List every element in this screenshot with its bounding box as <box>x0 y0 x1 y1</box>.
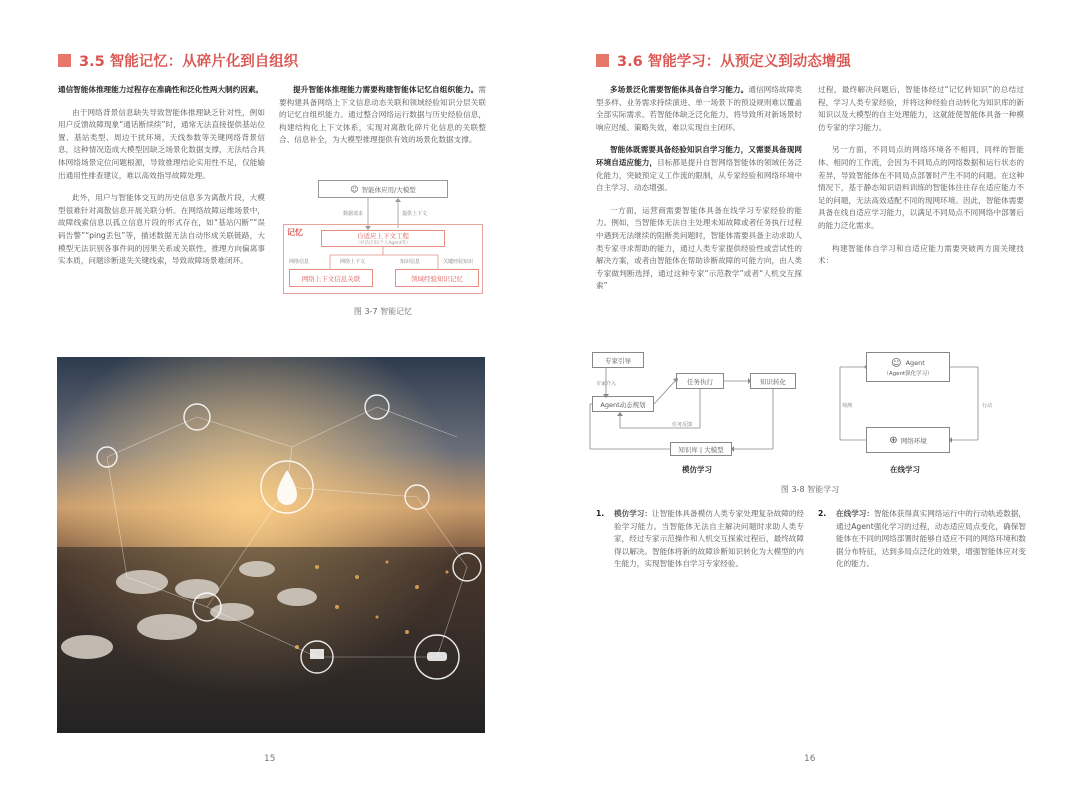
figure-caption: 图 3-8 智能学习 <box>780 485 840 494</box>
right-column-1 <box>596 84 802 303</box>
paragraph: 由于网络背景信息缺失导致智能体推理缺乏针对性，例如用户反馈故障现象“通话断续续”时，通常无法直接提供基站位置、基站类型、周边干扰环境、天线参数等关键网络背景信息，这种情况造成大模型因缺乏场景化数据支撑，无法结合具体网络场景定位问题根源，导致推理结论实用性不足，仅能输出通用性排查建议，难以高效指导故障处理。 <box>58 107 265 180</box>
list-item-2 <box>818 508 1026 571</box>
list-number: 2. <box>818 509 827 518</box>
app-llm-box: ☺ 智能体应用/大模型 <box>318 180 448 198</box>
flow-label: 行动 <box>982 403 993 409</box>
section-heading-3-5 <box>58 50 298 71</box>
paragraph: 多场景泛化需要智能体具备自学习能力。通信网络故障类型多样、业务需求持续演进、单一场景下的预设规则难以覆盖全部实际需求。若智能体缺乏泛化能力，将导致所对新场景时响应迟缓、策略失效，难以实现自主闭环。 <box>596 85 803 132</box>
fig8-right-arrows <box>836 357 986 450</box>
right-column-2 <box>818 84 1024 278</box>
domain-knowledge-box: 领域经验知识记忆 <box>395 269 479 287</box>
section-square-icon <box>58 54 71 67</box>
kb-llm-box: 知识库 | 大模型 <box>670 442 732 456</box>
fig8-left-arrows <box>580 350 810 460</box>
paragraph: 过程，最终解决问题后，智能体经过“记忆转知识”的总结过程，学习人类专家经验，并将这种经验自动转化为知识库的新知识以及大模型的自主处理能力，这就能使智能体具备一种模仿专家的学习能力。 <box>818 85 1024 132</box>
paragraph: 构建智能体自学习和自适应能力需要突破两方面关键技术： <box>818 243 1024 266</box>
agent-rl-box: ☺ Agent （Agent强化学习） <box>866 352 950 382</box>
paragraph: 通信智能体推理能力过程存在准确性和泛化性两大制约因素。 <box>58 85 264 94</box>
list-text: 模仿学习：让智能体具备模仿人类专家处理复杂故障的经验学习能力。当智能体无法自主解决问题时求助人类专家，经过专家示范操作和人机交互探索过程后，最终故障得以解决。智能体将新的故障诊断知识转化为大模型的内生能力，实现智能体自学习专家经验。 <box>614 509 805 569</box>
industrial-network-photo <box>57 357 485 733</box>
paragraph: 智能体既需要具备经验知识自学习能力，又需要具备现网环境自适应能力，目标都是提升自智网络智能体的领域任务泛化能力，突破预定义工作流的限制，从专家经验和网络环境中自主学习、动态增强。 <box>596 145 803 193</box>
knowledge-convert-box: 知识转化 <box>750 373 796 389</box>
page-number: 16 <box>804 754 816 764</box>
flow-label: 观测 <box>842 403 853 409</box>
flow-label: 知识信息 <box>400 259 421 265</box>
list-number: 1. <box>596 509 605 518</box>
list-item-1 <box>596 508 804 571</box>
paragraph: 另一方面，不同局点的网络环境各不相同，同样的智能体、相同的工作流，会因为不同局点的网络数据和运行状态的差异，导致智能体在不同局点部署时产生不同的问题。在这种情况下，基于静态知识语料训练的智能体往往存在适应能力不足的问题，无法高效适配不同的现网环境。因此，智能体需要具备在线自适应学习能力，以满足不同局点不同网络中部署后的能力泛化需求。 <box>818 145 1024 230</box>
agent-plan-box: Agent动态规划 <box>592 396 654 412</box>
online-learning-label: 在线学习 <box>890 465 920 474</box>
section-square-icon <box>596 54 609 67</box>
robot-icon: ☺ <box>350 184 359 194</box>
right-page <box>540 0 1080 789</box>
paragraph: 提升智能体推理能力需要构建智能体记忆自组织能力。需要构建具备网络上下文信息动态关联和领域经验知识分层关联的记忆自组织能力。通过整合网络运行数据与历史经验信息，构建结构化上下文体系，实现对离散化碎片化信息的关联整合、信息补全，为大模型推理提供有效的场景化数据支撑。 <box>279 85 486 145</box>
arrow-label: 提供上下文 <box>402 211 428 217</box>
section-heading-3-6 <box>596 50 851 71</box>
flow-label: 关键经验知识 <box>443 259 474 265</box>
flow-label: 网络信息 <box>289 259 310 265</box>
page-number: 15 <box>264 754 276 764</box>
list-text: 在线学习：智能体获得真实网络运行中的行动轨迹数据，通过Agent强化学习的过程，动态适应局点变化，确保智能体在不同的网络部署时能够自适应不同的网络环境和数据分布特征，达到多局点泛化的效果，增强智能体应对变化的能力。 <box>836 509 1027 569</box>
flow-label: 专家介入 <box>596 381 617 387</box>
left-column-2 <box>279 84 486 157</box>
paragraph: 此外，用户与智能体交互的历史信息多为离散片段，大模型很难针对离散信息开展关联分析。在网络故障运维场景中，故障线索信息以孤立信息片段的形式存在，如“基站闪断”“误码告警”“ping丢包”等，描述数据无法自动形成关联链路，大模型无法识别各事件间的因果关系或关联性，推理方向偏离事实本质，问题诊断退失关键线索，导致故障场景难闭环。 <box>58 193 265 266</box>
arrow-label: 数据请求 <box>343 211 364 217</box>
figure-3-7 <box>283 180 483 295</box>
expert-guide-box: 专家引导 <box>592 352 644 368</box>
paragraph: 一方面，运营商需要智能体具备在线学习专家经验的能力。例如，当智能体无法自主处理未知故障或者任务执行过程中遇到无法继续的阻断类问题时，智能体需要具备主动求助人类专家寻求帮助的能力，通过人类专家提供经验性或尝试性的解决方案，或者由智能体在帮助诊断故障的可能方向，由人类专家做判断选择，通过这种专家“示范教学”或者“人机交互探索” <box>596 205 802 291</box>
photo-illustration <box>57 357 485 733</box>
robot-icon: ☺ <box>891 357 902 369</box>
network-env-box: ⊕ 网络环境 <box>866 427 950 453</box>
adaptive-context-engine-box: 自适应上下文工程 （对话应用/个人Agent等） <box>321 230 445 247</box>
imitation-learning-label: 模仿学习 <box>682 465 712 474</box>
section-title: 3.6 智能学习：从预定义到动态增强 <box>617 54 851 70</box>
section-title: 3.5 智能记忆：从碎片化到自组织 <box>79 54 299 70</box>
flow-label: 网络上下文 <box>340 259 366 265</box>
figure-caption: 图 3-7 智能记忆 <box>353 307 413 316</box>
network-context-box: 网络上下文信息关联 <box>289 269 373 287</box>
memory-label: 记忆 <box>287 228 303 237</box>
task-exec-box: 任务执行 <box>676 373 724 389</box>
flow-label: 任务反馈 <box>672 422 693 428</box>
globe-icon: ⊕ <box>889 434 898 446</box>
left-column-1 <box>58 84 265 278</box>
